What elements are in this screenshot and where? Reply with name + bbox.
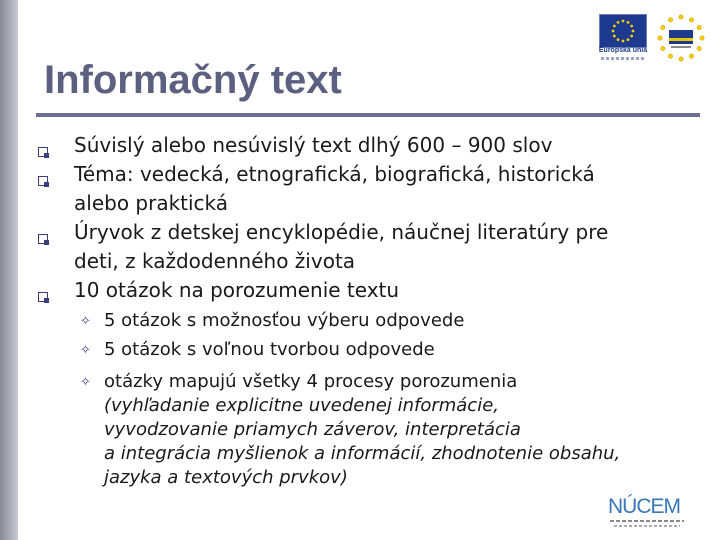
eu-star bbox=[622, 40, 625, 43]
esf-star bbox=[697, 25, 701, 29]
eu-subcaption bbox=[601, 57, 645, 60]
bullet-text: Úryvok z detskej encyklopédie, náučnej literatúry pre bbox=[74, 220, 609, 244]
esf-logo bbox=[656, 12, 706, 64]
nucem-logo bbox=[608, 495, 688, 535]
eu-star bbox=[627, 21, 630, 24]
subbullet-text: 5 otázok s možnosťou výberu odpovede bbox=[104, 310, 465, 331]
nucem-subcaption-2 bbox=[614, 525, 680, 527]
eu-star bbox=[630, 25, 633, 28]
eu-star bbox=[617, 21, 620, 24]
bullet-text-continuation: deti, z každodenného života bbox=[74, 249, 356, 273]
eu-flag-icon bbox=[599, 14, 647, 48]
esf-star bbox=[700, 36, 704, 40]
eu-star bbox=[632, 30, 635, 33]
slide-title: Informačný text bbox=[44, 58, 342, 102]
eu-star bbox=[630, 35, 633, 38]
esf-star bbox=[661, 46, 665, 50]
subbullet-text-continuation: a integrácia myšlienok a informácií, zhodnotenie obsahu, bbox=[104, 443, 621, 464]
esf-star bbox=[679, 15, 683, 19]
esf-star bbox=[689, 18, 693, 22]
diamond-bullet-icon: ✧ bbox=[80, 314, 91, 329]
nucem-subcaption bbox=[610, 520, 684, 522]
square-bullet-icon bbox=[38, 147, 48, 157]
nucem-logo-text: NÚCEM bbox=[608, 495, 680, 518]
bullet-text: Téma: vedecká, etnografická, biografická, historická bbox=[74, 162, 595, 186]
subbullet-text-continuation: vyvodzovanie priamych záverov, interpretácia bbox=[104, 419, 521, 440]
subbullet-text-continuation: jazyka a textových prvkov) bbox=[104, 467, 348, 488]
diamond-bullet-icon: ✧ bbox=[80, 375, 91, 390]
esf-star bbox=[697, 46, 701, 50]
esf-star bbox=[668, 18, 672, 22]
esf-star bbox=[679, 57, 683, 61]
esf-star bbox=[658, 36, 662, 40]
diamond-bullet-icon: ✧ bbox=[80, 343, 91, 358]
esf-star bbox=[689, 54, 693, 58]
bullet-text: 10 otázok na porozumenie textu bbox=[74, 278, 400, 302]
esf-star bbox=[661, 25, 665, 29]
bullet-text: Súvislý alebo nesúvislý text dlhý 600 – 900 slov bbox=[74, 133, 553, 157]
eu-star bbox=[613, 25, 616, 28]
eu-star bbox=[627, 38, 630, 41]
eu-star bbox=[612, 30, 615, 33]
title-underline bbox=[36, 113, 700, 117]
bullet-text-continuation: alebo praktická bbox=[74, 191, 229, 215]
eu-star bbox=[617, 38, 620, 41]
square-bullet-icon bbox=[38, 234, 48, 244]
eu-star bbox=[613, 35, 616, 38]
subbullet-text-continuation: (vyhľadanie explicitne uvedenej informácie, bbox=[104, 395, 499, 416]
eu-star bbox=[622, 20, 625, 23]
subbullet-text: 5 otázok s voľnou tvorbou odpovede bbox=[104, 339, 435, 360]
eu-caption: Európska únia bbox=[598, 47, 648, 54]
eu-logo bbox=[595, 14, 651, 64]
slide-side-bar bbox=[0, 0, 18, 540]
square-bullet-icon bbox=[38, 292, 48, 302]
subbullet-text: otázky mapujú všetky 4 procesy porozumenia bbox=[104, 371, 518, 392]
esf-star bbox=[668, 54, 672, 58]
square-bullet-icon bbox=[38, 176, 48, 186]
